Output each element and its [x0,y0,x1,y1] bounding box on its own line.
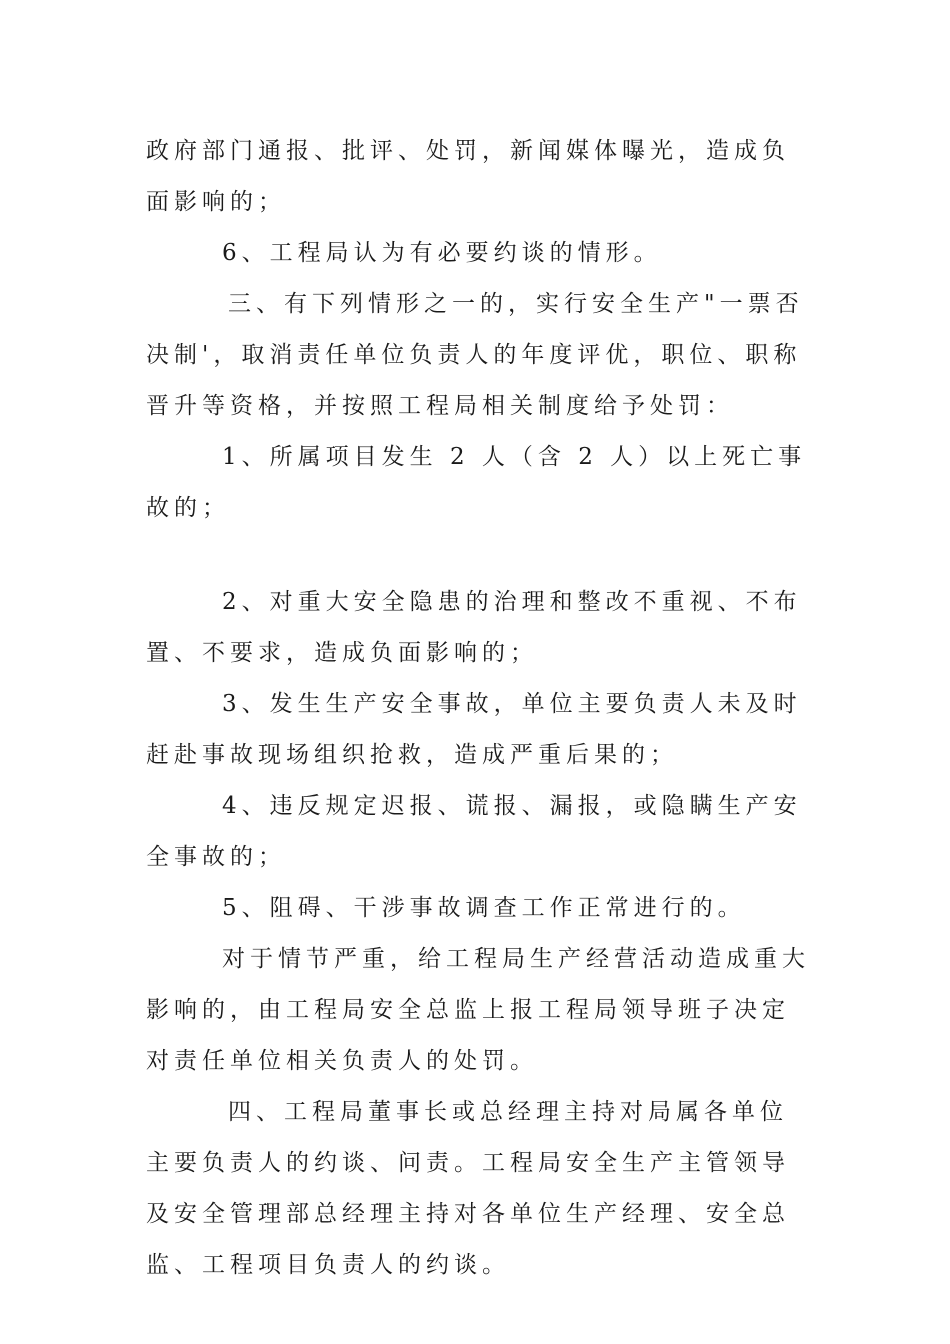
paragraph-3: 三、有下列情形之一的，实行安全生产"一票否决制'，取消责任单位负责人的年度评优，职位、职称晋升等资格，并按照工程局相关制度给予处罚： [146,291,804,419]
paragraph-5: 2、对重大安全隐患的治理和整改不重视、不布置、不要求，造成负面影响的； [146,589,802,666]
paragraph-7: 4、违反规定迟报、谎报、漏报，或隐瞒生产安全事故的； [146,793,802,870]
paragraph-2: 6、工程局认为有必要约谈的情形。 [222,240,662,266]
paragraph-9: 对于情节严重，给工程局生产经营活动造成重大影响的，由工程局安全总监上报工程局领导班子决定对责任单位相关负责人的处罚。 [146,946,810,1074]
blank-line [146,534,811,577]
paragraph-1: 政府部门通报、批评、处罚，新闻媒体曝光，造成负面影响的； [146,138,790,215]
paragraph-4: 1、所属项目发生 2 人（含 2 人）以上死亡事故的； [146,444,807,521]
paragraph-10: 四、工程局董事长或总经理主持对局属各单位主要负责人的约谈、问责。工程局安全生产主管领导及安全管理部总经理主持对各单位生产经理、安全总监、工程项目负责人的约谈。 [146,1099,790,1278]
paragraph-6: 3、发生生产安全事故，单位主要负责人未及时赶赴事故现场组织抢救，造成严重后果的； [146,691,802,768]
document-body [146,126,811,1291]
paragraph-8: 5、阻碍、干涉事故调查工作正常进行的。 [222,895,746,921]
